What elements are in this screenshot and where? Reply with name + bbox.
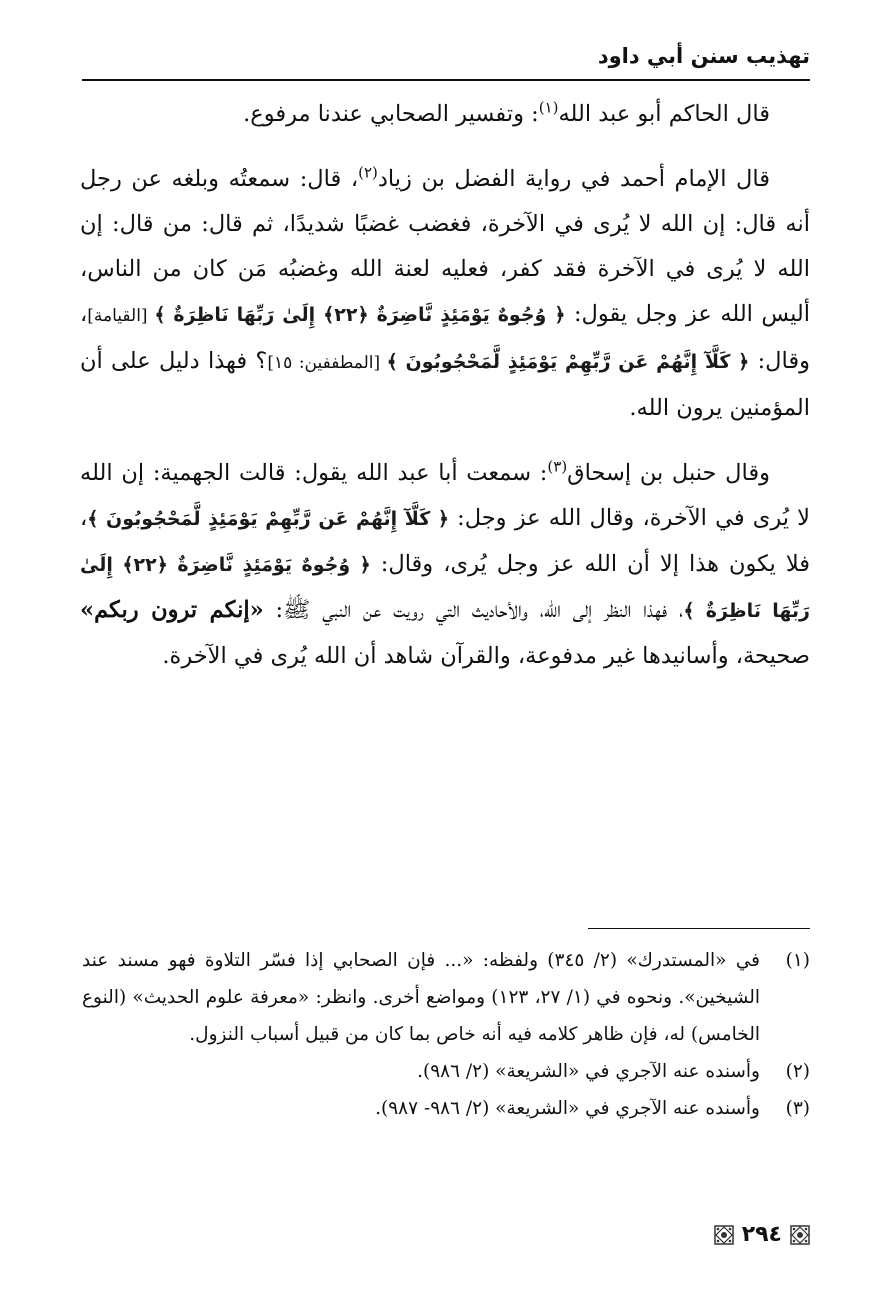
footnote-2-number: (٢) xyxy=(785,1061,810,1082)
paragraph-1 xyxy=(80,92,810,137)
page-number-block xyxy=(714,1222,810,1247)
paragraph-3-text-d: ، فهذا النظر إلى الله، والأحاديث التي رويت عن النبي ﷺ: xyxy=(263,597,684,623)
footnotes xyxy=(82,942,810,1127)
paragraph-3-text-b: : سمعت أبا عبد الله يقول: قالت الجهمية: إن الله لا يُرى في الآخرة، وقال الله عز وجل: xyxy=(80,460,811,531)
footnote-1-text: في «المستدرك» (٢/ ٣٤٥) ولفظه: «... فإن الصحابي إذا فسّر التلاوة فهو مسند عند الشيخين». ونحوه في (١/ ٢٧، ١٢٣) ومواضع أخرى. وانظر: «معرفة علوم الحديث» (النوع الخامس) له، فإن ظاهر كلامه فيه أنه خاص بما كان من قبيل أسباب النزول. xyxy=(82,950,760,1045)
footnote-1-number: (١) xyxy=(785,950,810,971)
main-text xyxy=(80,92,810,679)
footnote-2-text: وأسنده عنه الآجري في «الشريعة» (٢/ ٩٨٦). xyxy=(417,1061,760,1082)
hadith-quote: «إنكم ترون ربكم» xyxy=(80,597,264,623)
paragraph-1-text-a: قال الحاكم أبو عبد الله xyxy=(558,101,770,127)
quran-verse-mutaffifin-2: ﴿ كَلَّآ إِنَّهُمْ عَن رَّبِّهِمْ يَوْمَئِذٍ لَّمَحْجُوبُونَ ﴾ xyxy=(87,508,449,530)
footnote-rule xyxy=(588,928,810,929)
paragraph-3-text-e: صحيحة، وأسانيدها غير مدفوعة، والقرآن شاهد أن الله يُرى في الآخرة. xyxy=(162,643,810,669)
surah-citation-mutaffifin: [المطففين: ١٥] xyxy=(267,353,387,373)
paragraph-1-text-b: : وتفسير الصحابي عندنا مرفوع. xyxy=(243,101,539,127)
running-header-title: تهذيب سنن أبي داود xyxy=(597,44,810,68)
footnote-3 xyxy=(82,1090,810,1127)
paragraph-2-text-d: ؟ فهذا دليل على أن المؤمنين يرون الله. xyxy=(80,348,810,421)
paragraph-3 xyxy=(80,451,810,679)
footnote-2 xyxy=(82,1053,810,1090)
header-rule xyxy=(82,79,810,81)
ornament-right-icon xyxy=(790,1225,810,1245)
page-number: ٢٩٤ xyxy=(741,1222,782,1247)
quran-verse-qiyamah: ﴿ وُجُوهٌ يَوْمَئِذٍ نَّاضِرَةٌ ﴿٢٢﴾ إِلَىٰ رَبِّهَا نَاظِرَةٌ ﴾ xyxy=(154,304,566,326)
footnote-3-text: وأسنده عنه الآجري في «الشريعة» (٢/ ٩٨٦- ٩٨٧). xyxy=(375,1098,760,1119)
footnote-1 xyxy=(82,942,810,1053)
footnote-ref-3[interactable]: (٣) xyxy=(547,457,568,476)
ornament-left-icon xyxy=(714,1225,734,1245)
footnote-ref-2[interactable]: (٢) xyxy=(358,163,378,182)
footnote-ref-1[interactable]: (١) xyxy=(538,98,559,117)
paragraph-2-text-a: قال الإمام أحمد في رواية الفضل بن زياد xyxy=(377,166,770,192)
paragraph-3-text-a: وقال حنبل بن إسحاق xyxy=(567,460,770,486)
footnote-3-number: (٣) xyxy=(785,1098,810,1119)
paragraph-2 xyxy=(80,157,810,431)
paragraph-3-text-c: ، فلا يكون هذا إلا أن الله عز وجل يُرى، وقال: xyxy=(80,505,810,577)
quran-verse-qiyamah-2: ﴿ وُجُوهٌ يَوْمَئِذٍ نَّاضِرَةٌ ﴿٢٢﴾ إِلَىٰ رَبِّهَا نَاظِرَةٌ ﴾ xyxy=(80,554,810,622)
quran-verse-mutaffifin: ﴿ كَلَّآ إِنَّهُمْ عَن رَّبِّهِمْ يَوْمَئِذٍ لَّمَحْجُوبُونَ ﴾ xyxy=(386,351,750,373)
paragraph-2-text-b: ، قال: سمعتُه وبلغه عن رجل أنه قال: إن الله لا يُرى في الآخرة، فغضب غضبًا شديدًا، ثم قال: من قال: إن الله لا يُرى في الآخرة فقد كفر، فعليه لعنة الله وغضبُه مَن كان من الناس، أليس الله عز وجل يقول: xyxy=(80,166,811,327)
surah-citation-qiyamah: [القيامة] xyxy=(87,306,155,326)
paragraph-2-text-c: ، وقال: xyxy=(80,301,810,374)
